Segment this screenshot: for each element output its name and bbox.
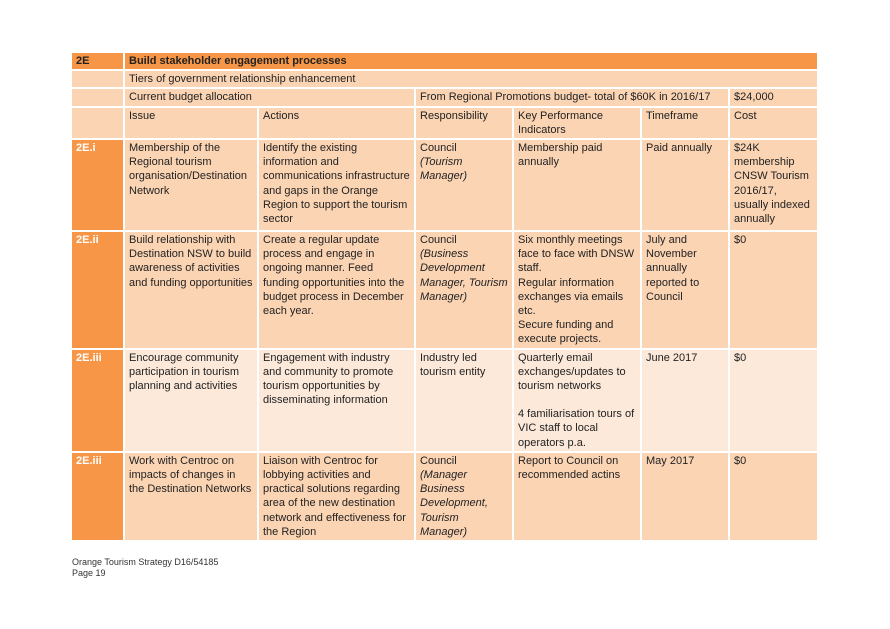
- row-responsibility: [416, 350, 514, 453]
- row-cost: $0: [730, 453, 819, 542]
- kpi-spacer: [518, 393, 636, 407]
- row-timeframe: June 2017: [642, 350, 730, 453]
- responsibility-detail: (Business Development Manager, Tourism Manager): [420, 248, 508, 303]
- budget-label: Current budget allocation: [125, 89, 416, 107]
- column-kpi: Key Performance Indicators: [514, 108, 642, 140]
- responsibility-main: Council: [420, 454, 457, 467]
- row-responsibility: [416, 453, 514, 542]
- row-actions: Create a regular update process and engage in ongoing manner. Feed funding opportunities into the budget process in December each year.: [259, 232, 416, 350]
- responsibility-detail: (Manager Business Development, Tourism Manager): [420, 469, 488, 538]
- row-cost: $0: [730, 350, 819, 453]
- column-header-row: [72, 108, 819, 140]
- row-kpi: [514, 350, 642, 453]
- row-issue: Work with Centroc on impacts of changes in the Destination Networks: [125, 453, 259, 542]
- responsibility-main: Council: [420, 142, 457, 155]
- column-responsibility: Responsibility: [416, 108, 514, 140]
- column-issue: Issue: [125, 108, 259, 140]
- column-cost: Cost: [730, 108, 819, 140]
- row-actions: Liaison with Centroc for lobbying activities and practical solutions regarding area of the new destination network and effectiveness for the Region: [259, 453, 416, 542]
- budget-row: [72, 89, 819, 107]
- row-cost: $0: [730, 232, 819, 350]
- column-timeframe: Timeframe: [642, 108, 730, 140]
- page-footer: [72, 557, 218, 579]
- row-actions: Identify the existing information and communications infrastructure and gaps in the Orange Region to support the tourism sector: [259, 140, 416, 232]
- page-number: Page 19: [72, 568, 106, 578]
- table-row: [72, 140, 819, 232]
- row-timeframe: Paid annually: [642, 140, 730, 232]
- table-row: [72, 350, 819, 453]
- row-issue: Build relationship with Destination NSW to build awareness of activities and funding opportunities: [125, 232, 259, 350]
- row-kpi: [514, 453, 642, 542]
- responsibility-main: Council: [420, 234, 457, 247]
- row-responsibility: [416, 140, 514, 232]
- row-code: 2E.ii: [72, 232, 125, 350]
- budget-amount: $24,000: [730, 89, 819, 107]
- row-code: 2E.i: [72, 140, 125, 232]
- tier-row: [72, 71, 819, 89]
- doc-reference: Orange Tourism Strategy D16/54185: [72, 557, 219, 567]
- responsibility-detail: (Tourism Manager): [420, 156, 468, 183]
- responsibility-main: Industry led tourism entity: [420, 351, 486, 378]
- row-timeframe: May 2017: [642, 453, 730, 542]
- row-issue: Encourage community participation in tourism planning and activities: [125, 350, 259, 453]
- section-title: Build stakeholder engagement processes: [125, 53, 819, 71]
- column-code-cell: [72, 108, 125, 140]
- table-row: [72, 453, 819, 542]
- tier-code-cell: [72, 71, 125, 89]
- action-plan-table: [72, 53, 819, 542]
- row-kpi: [514, 232, 642, 350]
- row-cost: $24K membership CNSW Tourism 2016/17, usually indexed annually: [730, 140, 819, 232]
- tier-title: Tiers of government relationship enhancement: [125, 71, 819, 89]
- kpi-line: Secure funding and execute projects.: [518, 319, 614, 346]
- kpi-line: 4 familiarisation tours of VIC staff to local operators p.a.: [518, 408, 635, 449]
- row-code: 2E.iii: [72, 453, 125, 542]
- row-kpi: [514, 140, 642, 232]
- section-code: 2E: [72, 53, 125, 71]
- row-timeframe: July and November annually reported to Council: [642, 232, 730, 350]
- kpi-line: Regular information exchanges via emails etc.: [518, 276, 624, 318]
- row-code: 2E.iii: [72, 350, 125, 453]
- kpi-line: Six monthly meetings face to face with DNSW staff.: [518, 234, 635, 275]
- row-actions: Engagement with industry and community to promote tourism opportunities by disseminating information: [259, 350, 416, 453]
- column-actions: Actions: [259, 108, 416, 140]
- table-row: [72, 232, 819, 350]
- row-issue: Membership of the Regional tourism organisation/Destination Network: [125, 140, 259, 232]
- budget-code-cell: [72, 89, 125, 107]
- row-responsibility: [416, 232, 514, 350]
- kpi-line: Quarterly email exchanges/updates to tourism networks: [518, 351, 626, 393]
- kpi-line: Report to Council on recommended actins: [518, 454, 621, 482]
- section-header-row: [72, 53, 819, 71]
- kpi-line: Membership paid annually: [518, 142, 603, 169]
- budget-source: From Regional Promotions budget- total of $60K in 2016/17: [416, 89, 730, 107]
